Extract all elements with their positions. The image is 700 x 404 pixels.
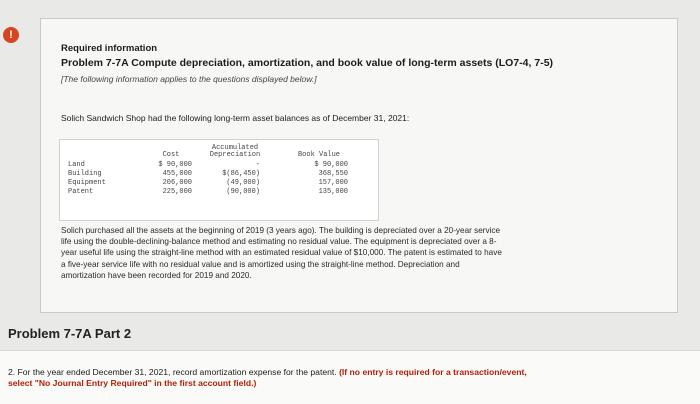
- problem-card: [40, 18, 678, 313]
- row-building-cost: 455,000: [162, 170, 192, 178]
- header-cost: Cost: [162, 151, 180, 159]
- part-title: Problem 7-7A Part 2: [8, 326, 132, 341]
- row-land-accum: -: [255, 161, 260, 169]
- row-land-cost: $ 90,000: [158, 161, 192, 169]
- row-equipment-asset: Equipment: [68, 179, 106, 187]
- question-instruction: (If no entry is required for a transaction/event,: [339, 367, 527, 377]
- row-patent-book: 135,000: [318, 188, 348, 196]
- row-equipment-cost: 206,000: [162, 179, 192, 187]
- row-patent-accum: (90,000): [226, 188, 260, 196]
- row-building-accum: $(86,450): [222, 170, 260, 178]
- header-depreciation: Depreciation: [209, 151, 261, 159]
- row-land-book: $ 90,000: [314, 161, 348, 169]
- row-equipment-accum: (49,000): [226, 179, 260, 187]
- row-equipment-book: 157,000: [318, 179, 348, 187]
- note-text: [The following information applies to the questions displayed below.]: [61, 74, 317, 84]
- description-line: life using the double-declining-balance method and estimating no residual value. The equipment is depreciated over a 8-: [61, 237, 497, 247]
- row-land-asset: Land: [68, 161, 85, 169]
- question-text: [8, 367, 698, 389]
- description-line: a five-year service life with no residual value and is amortized using the straight-line method. Depreciation and: [61, 259, 460, 269]
- row-building-asset: Building: [68, 170, 102, 178]
- problem-title: Problem 7-7A Compute depreciation, amortization, and book value of long-term assets (LO7-4, 7-5): [61, 57, 554, 69]
- question-instruction-cont: select "No Journal Entry Required" in the first account field.): [8, 378, 257, 388]
- description-line: amortization have been recorded for 2019 and 2020.: [61, 270, 252, 280]
- asset-balance-table: [59, 139, 379, 221]
- question-panel: [0, 350, 700, 404]
- description-line: year useful life using the straight-line method with an estimated residual value of $10,000. The patent is estimated to have: [61, 248, 502, 258]
- alert-icon: !: [3, 27, 19, 43]
- problem-description: [61, 225, 621, 281]
- required-info-heading: Required information: [61, 43, 158, 54]
- description-line: Solich purchased all the assets at the beginning of 2019 (3 years ago). The building is depreciated over a 20-year service: [61, 226, 501, 235]
- header-book-value: Book Value: [297, 151, 340, 159]
- row-building-book: 368,550: [318, 170, 348, 178]
- row-patent-asset: Patent: [68, 188, 94, 196]
- intro-text: Solich Sandwich Shop had the following long-term asset balances as of December 31, 2021:: [61, 113, 410, 123]
- header-accumulated: Accumulated: [211, 144, 259, 152]
- row-patent-cost: 225,000: [162, 188, 192, 196]
- question-plain: 2. For the year ended December 31, 2021, record amortization expense for the patent.: [8, 367, 340, 377]
